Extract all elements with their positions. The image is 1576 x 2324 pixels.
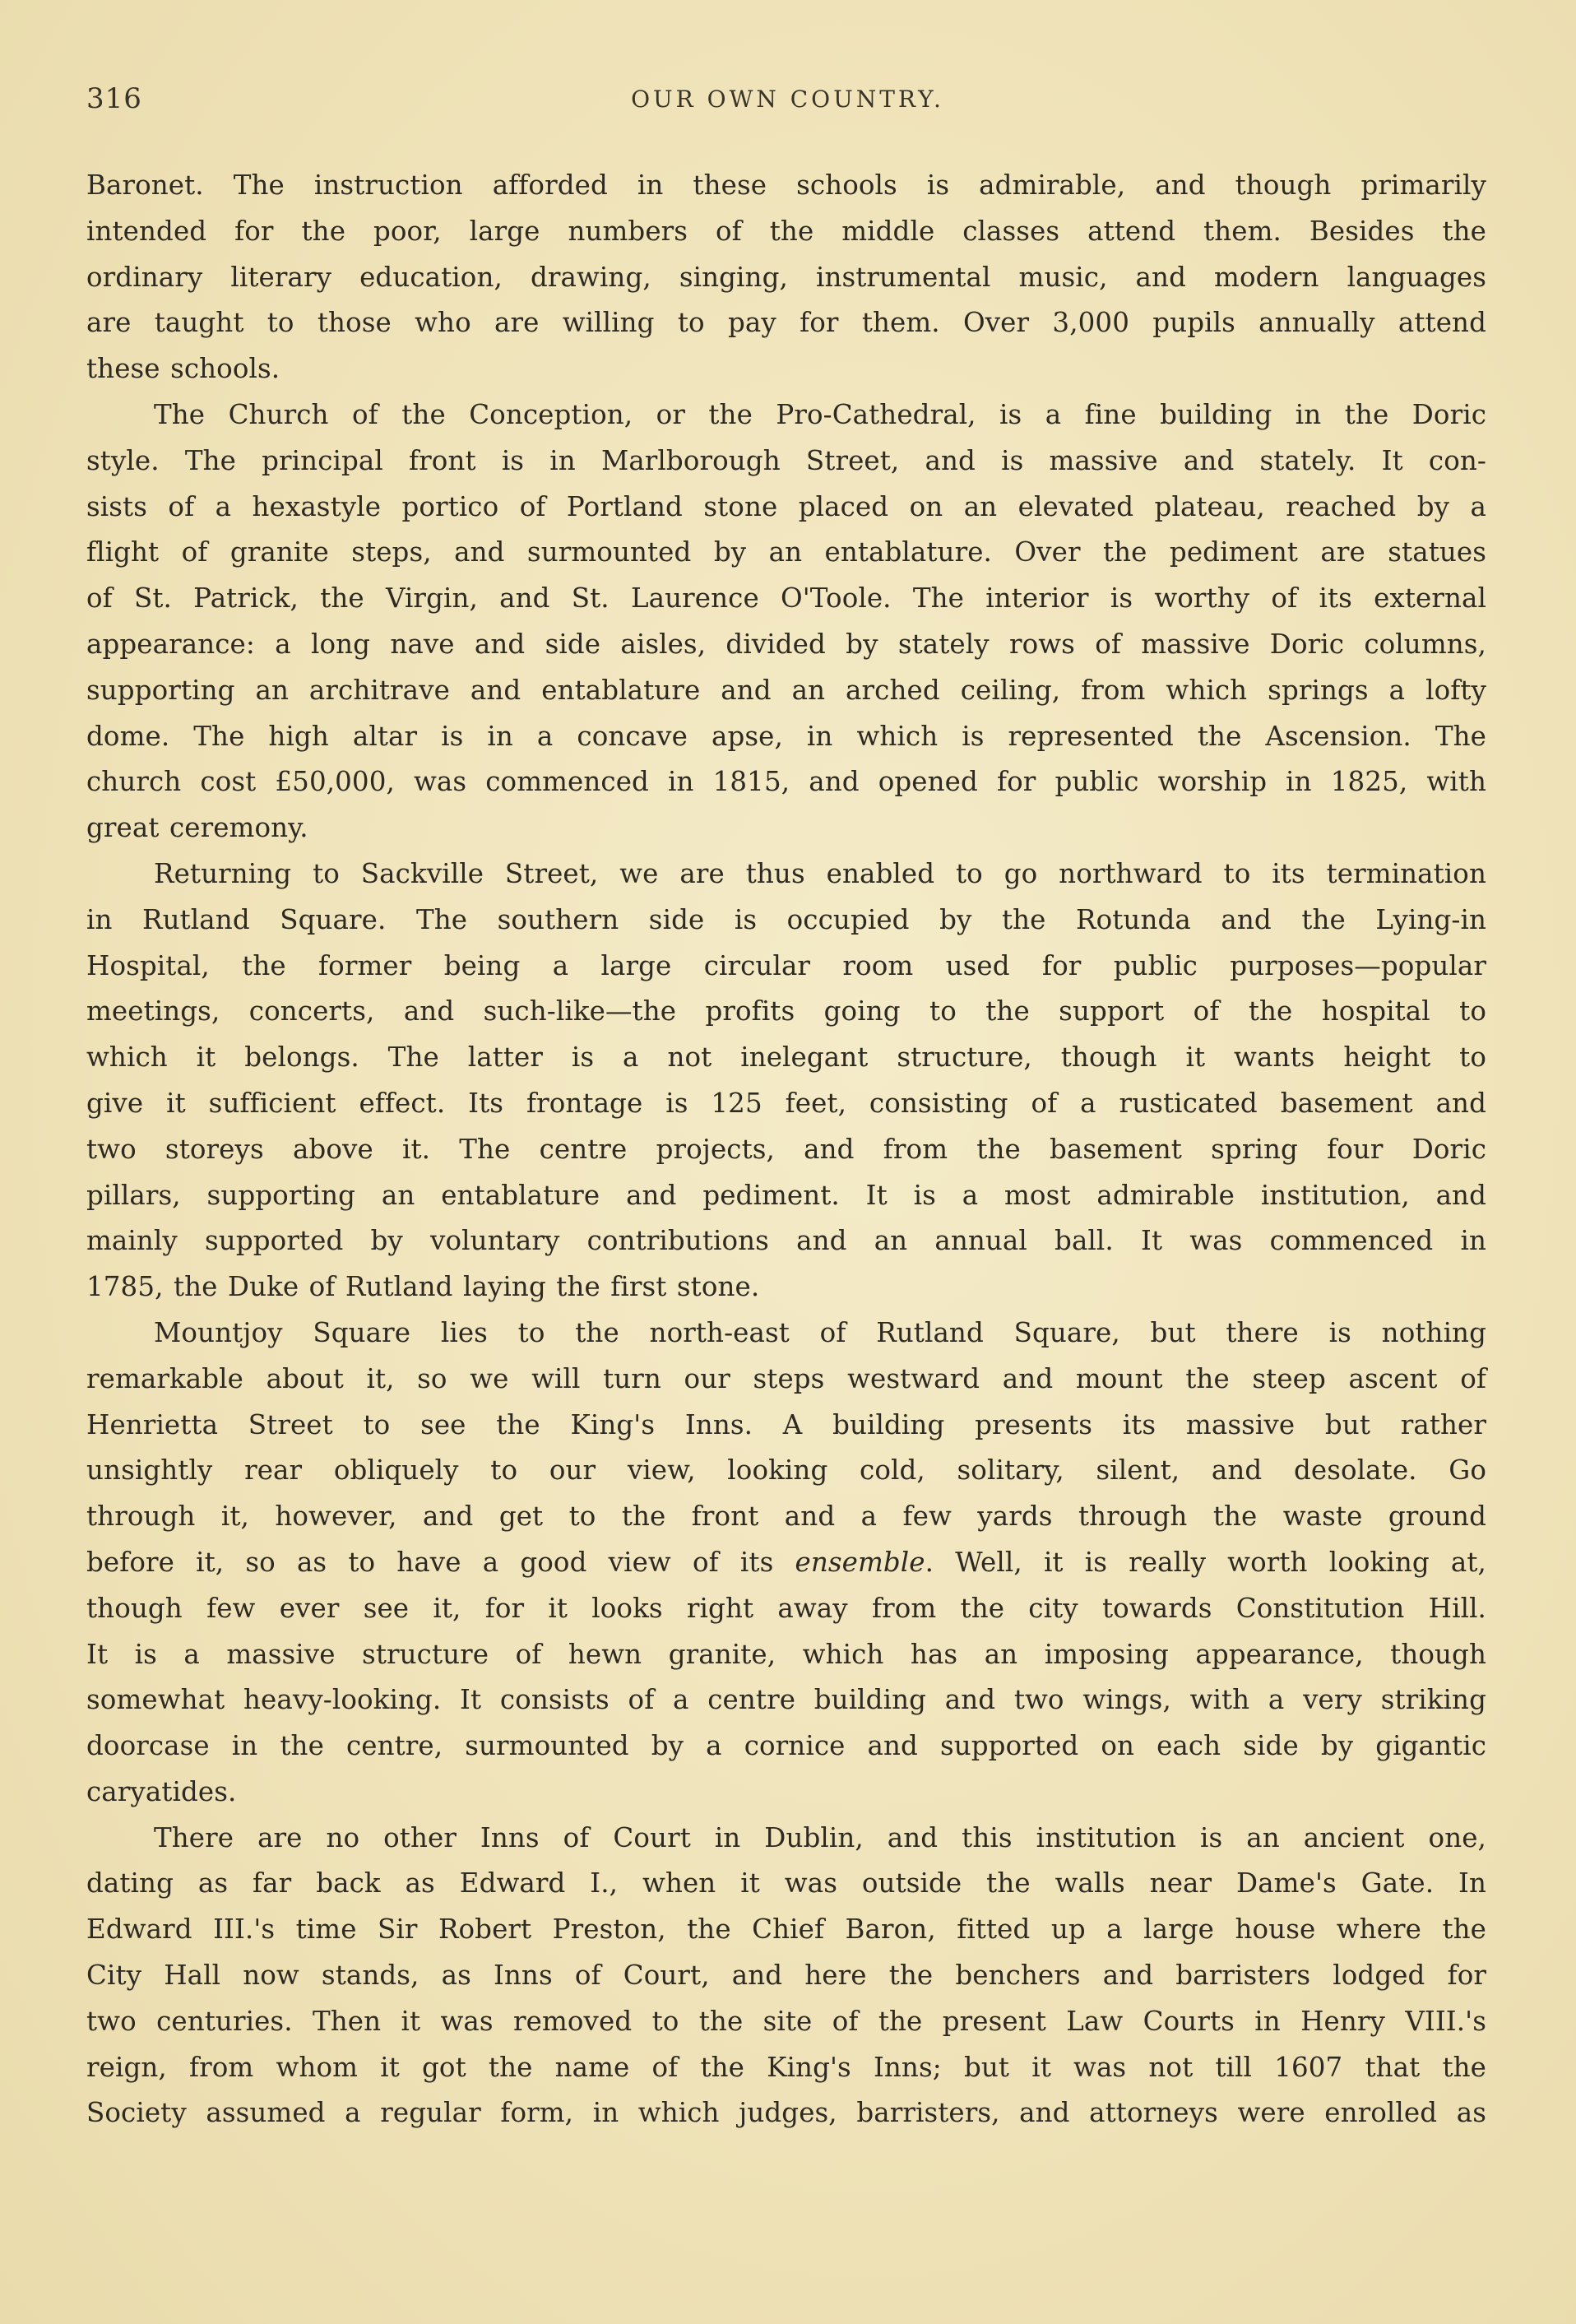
text-line: two centuries. Then it was removed to the site of the present Law Courts in Henry VIII.'s	[86, 2005, 1486, 2037]
text-line: through it, however, and get to the front and a few yards through the waste ground	[86, 1501, 1486, 1533]
text-line: pillars, supporting an entablature and pediment. It is a most admirable institution, and	[86, 1179, 1486, 1211]
text-line: two storeys above it. The centre projects, and from the basement spring four Doric	[86, 1133, 1486, 1165]
text-line: great ceremony.	[86, 812, 308, 844]
text-line: ordinary literary education, drawing, singing, instrumental music, and modern languages	[86, 261, 1486, 293]
text-line: give it sufficient effect. Its frontage is 125 feet, consisting of a rusticated basement and	[86, 1087, 1486, 1119]
text-line: It is a massive structure of hewn granite, which has an imposing appearance, though	[86, 1638, 1486, 1670]
text-line: in Rutland Square. The southern side is occupied by the Rotunda and the Lying-in	[86, 903, 1486, 935]
text-line: though few ever see it, for it looks right away from the city towards Constitution Hill.	[86, 1592, 1486, 1624]
text-line: There are no other Inns of Court in Dublin, and this institution is an ancient one,	[154, 1821, 1486, 1853]
text-line: Baronet. The instruction afforded in these schools is admirable, and though primarily	[86, 169, 1486, 201]
page-number: 316	[86, 82, 142, 115]
text-line: mainly supported by voluntary contributions and an annual ball. It was commenced in	[86, 1225, 1486, 1257]
text-line: 1785, the Duke of Rutland laying the first stone.	[86, 1271, 760, 1303]
text-line: supporting an architrave and entablature and an arched ceiling, from which springs a lofty	[86, 674, 1486, 706]
text-line: Society assumed a regular form, in which judges, barristers, and attorneys were enrolled as	[86, 2097, 1486, 2129]
text-line: intended for the poor, large numbers of the middle classes attend them. Besides the	[86, 215, 1486, 247]
text-line: doorcase in the centre, surmounted by a cornice and supported on each side by gigantic	[86, 1730, 1486, 1762]
italic-word: ensemble	[795, 1546, 925, 1578]
text-line: these schools.	[86, 353, 280, 385]
text-line: Henrietta Street to see the King's Inns. A building presents its massive but rather	[86, 1408, 1486, 1440]
text-line: unsightly rear obliquely to our view, looking cold, solitary, silent, and desolate. Go	[86, 1454, 1486, 1487]
text-line: dating as far back as Edward I., when it was outside the walls near Dame's Gate. In	[86, 1867, 1486, 1900]
text-line: style. The principal front is in Marlborough Street, and is massive and stately. It con-	[86, 444, 1486, 476]
text-line: Returning to Sackville Street, we are thus enabled to go northward to its termination	[154, 857, 1486, 889]
text-line: church cost £50,000, was commenced in 1815, and opened for public worship in 1825, with	[86, 766, 1486, 798]
text-line: Edward III.'s time Sir Robert Preston, the Chief Baron, fitted up a large house where the	[86, 1913, 1486, 1946]
text-line: flight of granite steps, and surmounted by an entablature. Over the pediment are statues	[86, 536, 1486, 568]
text-line: sists of a hexastyle portico of Portland stone placed on an elevated plateau, reached by a	[86, 490, 1486, 522]
text-line: before it, so as to have a good view of its ensemble. Well, it is really worth looking at,	[86, 1546, 1486, 1578]
text-line: The Church of the Conception, or the Pro-Cathedral, is a fine building in the Doric	[154, 398, 1486, 430]
text-line: are taught to those who are willing to pay for them. Over 3,000 pupils annually attend	[86, 307, 1486, 339]
text-line: dome. The high altar is in a concave apse, in which is represented the Ascension. The	[86, 720, 1486, 752]
text-line: meetings, concerts, and such-like—the profits going to the support of the hospital to	[86, 995, 1486, 1027]
text-line: caryatides.	[86, 1775, 237, 1807]
text-line: somewhat heavy-looking. It consists of a centre building and two wings, with a very striking	[86, 1684, 1486, 1716]
text-line: reign, from whom it got the name of the King's Inns; but it was not till 1607 that the	[86, 2051, 1486, 2083]
text-line: Hospital, the former being a large circular room used for public purposes—popular	[86, 949, 1486, 981]
text-line: of St. Patrick, the Virgin, and St. Laurence O'Toole. The interior is worthy of its external	[86, 582, 1486, 615]
text-line: Mountjoy Square lies to the north-east of Rutland Square, but there is nothing	[154, 1316, 1486, 1348]
text-line: City Hall now stands, as Inns of Court, and here the benchers and barristers lodged for	[86, 1960, 1486, 1992]
text-line: appearance: a long nave and side aisles, divided by stately rows of massive Doric columns,	[86, 628, 1486, 660]
running-title: OUR OWN COUNTRY.	[631, 86, 944, 113]
text-line: remarkable about it, so we will turn our steps westward and mount the steep ascent of	[86, 1362, 1486, 1394]
text-line: which it belongs. The latter is a not inelegant structure, though it wants height to	[86, 1041, 1486, 1074]
running-head	[86, 82, 1489, 123]
body-text	[86, 163, 1486, 2136]
